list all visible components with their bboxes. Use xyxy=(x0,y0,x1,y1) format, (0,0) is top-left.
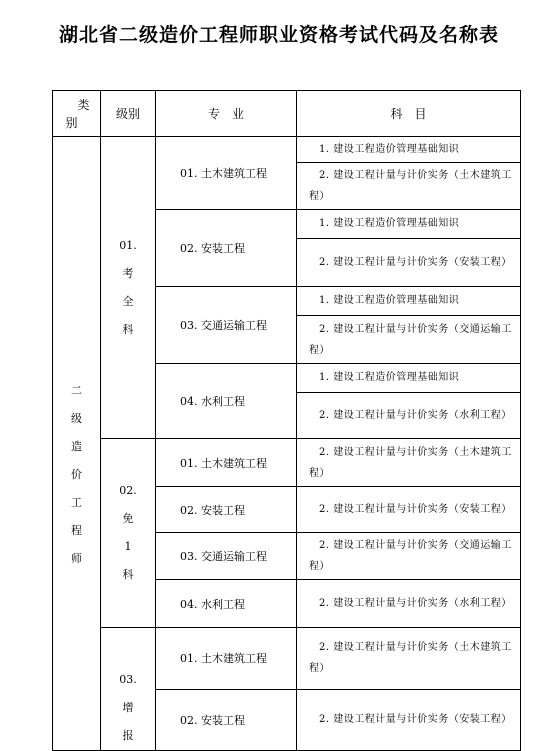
level-cell-2 xyxy=(101,439,156,628)
subject-cell: 2. 建设工程计量与计价实务（水利工程） xyxy=(297,393,521,439)
table-row xyxy=(53,439,521,487)
level-cell-1 xyxy=(101,137,156,439)
level-code: 03. xyxy=(119,673,137,686)
major-cell: 02. 安装工程 xyxy=(156,487,297,533)
major-cell: 01. 土木建筑工程 xyxy=(156,137,297,210)
subject-cell: 1. 建设工程造价管理基础知识 xyxy=(297,210,521,239)
subject-cell: 2. 建设工程计量与计价实务（土木建筑工程） xyxy=(297,628,521,690)
category-char: 工 xyxy=(71,496,82,509)
level-code: 01. xyxy=(119,238,137,252)
category-cell xyxy=(53,137,101,751)
major-cell: 03. 交通运输工程 xyxy=(156,533,297,580)
subject-cell: 2. 建设工程计量与计价实务（交通运输工程） xyxy=(297,533,521,580)
header-subject: 科 目 xyxy=(297,91,521,137)
subject-cell: 2. 建设工程计量与计价实务（土木建筑工程） xyxy=(297,439,521,487)
category-char: 造 xyxy=(71,440,82,453)
major-cell: 02. 安装工程 xyxy=(156,689,297,751)
subject-cell: 2. 建设工程计量与计价实务（土木建筑工程） xyxy=(297,163,521,210)
subject-cell: 2. 建设工程计量与计价实务（安装工程） xyxy=(297,689,521,751)
subject-cell: 1. 建设工程造价管理基础知识 xyxy=(297,287,521,316)
page-title: 湖北省二级造价工程师职业资格考试代码及名称表 xyxy=(58,24,499,46)
level-char: 科 xyxy=(122,568,134,581)
level-char: 科 xyxy=(122,322,134,336)
subject-cell: 2. 建设工程计量与计价实务（安装工程） xyxy=(297,239,521,287)
subject-cell: 2. 建设工程计量与计价实务（交通运输工程） xyxy=(297,316,521,364)
level-code: 02. xyxy=(119,484,137,497)
level-char: 免 xyxy=(122,512,134,525)
major-cell: 02. 安装工程 xyxy=(156,210,297,287)
major-cell: 04. 水利工程 xyxy=(156,364,297,439)
category-char: 价 xyxy=(71,468,82,481)
category-char: 程 xyxy=(71,524,82,537)
table-row xyxy=(53,137,521,163)
exam-code-table xyxy=(52,90,521,751)
header-category-line-1: 类 xyxy=(77,97,90,112)
header-row xyxy=(53,91,521,137)
header-category xyxy=(53,91,101,137)
category-char: 二 xyxy=(71,384,82,397)
subject-cell: 2. 建设工程计量与计价实务（安装工程） xyxy=(297,487,521,533)
category-char: 级 xyxy=(71,412,82,425)
subject-cell: 1. 建设工程造价管理基础知识 xyxy=(297,137,521,163)
major-cell: 04. 水利工程 xyxy=(156,580,297,628)
level-char: 考 xyxy=(122,266,134,280)
header-category-line-2: 别 xyxy=(65,115,78,130)
header-major: 专 业 xyxy=(156,91,297,137)
header-level: 级别 xyxy=(101,91,156,137)
level-char: 1 xyxy=(124,540,132,553)
major-cell: 01. 土木建筑工程 xyxy=(156,439,297,487)
subject-cell: 1. 建设工程造价管理基础知识 xyxy=(297,364,521,393)
level-cell-3 xyxy=(101,628,156,751)
table-row xyxy=(53,628,521,690)
level-char: 增 xyxy=(122,701,134,714)
major-cell: 01. 土木建筑工程 xyxy=(156,628,297,690)
category-char: 师 xyxy=(71,552,82,565)
level-char: 报 xyxy=(122,729,134,742)
subject-cell: 2. 建设工程计量与计价实务（水利工程） xyxy=(297,580,521,628)
major-cell: 03. 交通运输工程 xyxy=(156,287,297,364)
level-char: 全 xyxy=(122,294,134,308)
